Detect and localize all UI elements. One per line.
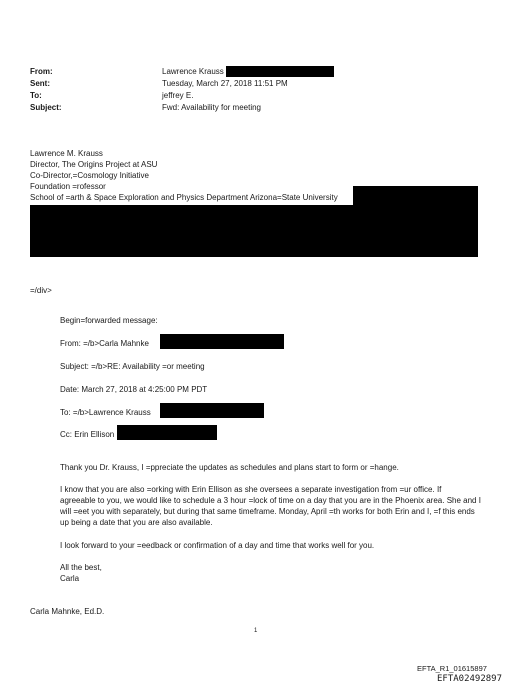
redaction-block: [30, 205, 478, 257]
from-label: From:: [30, 67, 53, 76]
body-paragraph: Thank you Dr. Krauss, I =ppreciate the updates as schedules and plans start to form or =hange.: [60, 463, 399, 472]
forward-date: Date: March 27, 2018 at 4:25:00 PM PDT: [60, 385, 208, 394]
subject-label: Subject:: [30, 103, 62, 112]
subject-value: Fwd: Availability for meeting: [162, 103, 262, 112]
forward-to: To: =/b>Lawrence Krauss: [60, 408, 151, 417]
sent-value: Tuesday, March 27, 2018 11:51 PM: [162, 79, 288, 88]
div-text: =/div>: [30, 286, 52, 295]
closing-text: All the best,: [60, 563, 102, 572]
signature-line: Director, The Origins Project at ASU: [30, 160, 158, 169]
body-line: will =eet you with separately, but during that same timeframe. Monday, April =th works for both Erin and I, =f this ends: [60, 507, 475, 516]
redaction-block: [226, 66, 334, 77]
forward-begin: Begin=forwarded message:: [60, 316, 158, 325]
body-line: up being a date that you are also available.: [60, 518, 213, 527]
body-line: I know that you are also =orking with Erin Ellison as she oversees a separate investigation from =ur office. If: [60, 485, 442, 494]
signature-line: Co-Director,=Cosmology Initiative: [30, 171, 149, 180]
sent-label: Sent:: [30, 79, 50, 88]
forward-cc: Cc: Erin Ellison: [60, 430, 115, 439]
redaction-block: [160, 334, 284, 349]
redaction-block: [160, 403, 264, 418]
body-paragraph: I look forward to your =eedback or confirmation of a day and time that works well for you.: [60, 541, 375, 550]
forward-from: From: =/b>Carla Mahnke: [60, 339, 149, 348]
forward-subject: Subject: =/b>RE: Availability =or meeting: [60, 362, 205, 371]
footer-id: EFTA02492897: [437, 674, 503, 684]
body-line: agreeable to you, we would like to schedule a 3 hour =lock of time on a day that you are in the Phoenix area. She and I: [60, 496, 481, 505]
redaction-block: [117, 425, 217, 440]
footer-id: EFTA_R1_01615897: [417, 664, 487, 673]
sender-full-name: Carla Mahnke, Ed.D.: [30, 607, 105, 616]
signature-line: Lawrence M. Krauss: [30, 149, 103, 158]
sender-first-name: Carla: [60, 574, 80, 583]
page-number: 1: [254, 628, 258, 634]
to-label: To:: [30, 91, 42, 100]
signature-line: Foundation =rofessor: [30, 182, 106, 191]
from-value: Lawrence Krauss: [162, 67, 224, 76]
signature-line: School of =arth & Space Exploration and Physics Department Arizona=State University: [30, 193, 338, 202]
to-value: jeffrey E.: [162, 91, 194, 100]
